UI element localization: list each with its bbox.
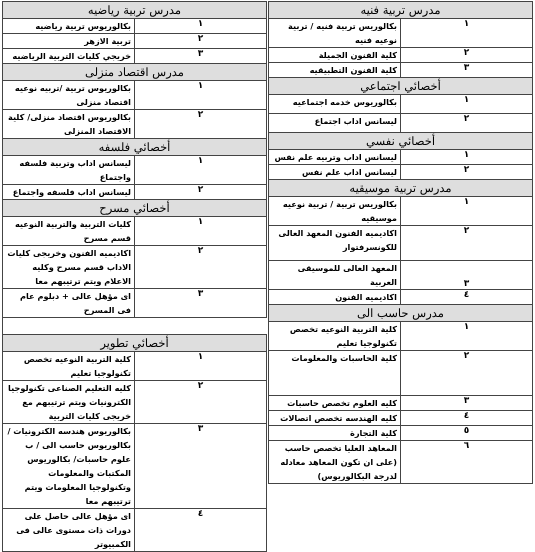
item-number: ١ <box>401 150 533 165</box>
item-text: كلية التربية النوعيه تخصص تكنولوجيا تعليم <box>3 352 135 381</box>
item-number: ٢ <box>135 246 267 289</box>
section-title: أخصائي نفسي <box>269 133 533 150</box>
item-number: ٣ <box>135 49 267 64</box>
item-number: ٣ <box>135 424 267 509</box>
item-number: ٢ <box>401 165 533 180</box>
item-text: بكالوريس تربية فنيه / تربية نوعيه فنيه <box>269 19 401 48</box>
item-text: كليات التربية والتربية النوعيه قسم مسرح <box>3 217 135 246</box>
item-text: بكالوريوس هندسه الكترونيات / بكالوريوس حاسب الى / ب علوم حاسبات/ بكالوريوس المكتبات والمعلومات وتكنولوجيا المعلومات ويتم ترتيبهم معا <box>3 424 135 509</box>
item-number: ٢ <box>401 351 533 396</box>
item-text: كلية الفنون التطبيقيه <box>269 63 401 78</box>
item-number: ١ <box>135 156 267 185</box>
qualifications-document <box>2 1 533 549</box>
item-number: ١ <box>135 352 267 381</box>
section-title: أخصائي فلسفه <box>3 139 267 156</box>
item-text: كلية الحاسبات والمعلومات <box>269 351 401 396</box>
item-text: بكالوريوس تربية /تربيه نوعيه اقتصاد منزلى <box>3 81 135 110</box>
item-number: ٤ <box>401 290 533 305</box>
right-table <box>268 1 533 484</box>
section-title: أخصائي مسرح <box>3 200 267 217</box>
item-number: ١ <box>401 95 533 114</box>
item-text: خريجي كليات التربية الرياضيه <box>3 49 135 64</box>
right-panel <box>268 1 533 481</box>
item-number: ٢ <box>135 110 267 139</box>
item-number: ٢ <box>401 226 533 261</box>
item-number: ١ <box>401 322 533 351</box>
item-number: ٢ <box>135 381 267 424</box>
item-text: بكالوريوس خدمه اجتماعيه <box>269 95 401 114</box>
item-number: ٢ <box>401 114 533 133</box>
item-text: اى مؤهل عالى حاصل على دورات ذات مستوى عالى فى الكمبيوتر <box>3 509 135 552</box>
item-text: تربية الازهر <box>3 34 135 49</box>
item-text: كلية الفنون الجميلة <box>269 48 401 63</box>
item-text: كليه التعليم الصناعى تكنولوجيا الكترونيات ويتم ترتيبهم مع خريجى كليات التربية <box>3 381 135 424</box>
item-text: المعهد العالى للموسيقى العربية <box>269 261 401 290</box>
section-title: أخصائي اجتماعي <box>269 78 533 95</box>
item-number: ٣ <box>401 63 533 78</box>
item-text: المعاهد العليا تخصص حاسب (على ان تكون المعاهد معادله لدرجة البكالوريوس) <box>269 441 401 484</box>
item-text: بكالوريس تربية / تربية نوعيه موسيقيه <box>269 197 401 226</box>
section-title: مدرس اقتصاد منزلى <box>3 64 267 81</box>
item-text: اكاديميه الفنون وخريجى كليات الاداب قسم مسرح وكليه الاعلام ويتم ترتيبهم معا <box>3 246 135 289</box>
item-number: ٥ <box>401 426 533 441</box>
item-number: ٣ <box>135 289 267 318</box>
item-number: ٤ <box>135 509 267 552</box>
item-number: ١ <box>135 81 267 110</box>
item-number: ١ <box>135 217 267 246</box>
item-text: ليسانس اداب وتربيه علم نفس <box>269 150 401 165</box>
item-text: ليسانس اداب علم نفس <box>269 165 401 180</box>
item-text: اكاديميه الفنون المعهد العالى للكونسرفتوار <box>269 226 401 261</box>
item-number: ٤ <box>401 411 533 426</box>
item-text: كلية التربية النوعيه تخصص تكنولوجيا تعليم <box>269 322 401 351</box>
left-panel <box>2 1 267 549</box>
item-text: ليسانس اداب فلسفه واجتماع <box>3 185 135 200</box>
item-text: بكالوريوس تربية رياضيه <box>3 19 135 34</box>
item-number: ١ <box>401 197 533 226</box>
item-text: كلية التجارة <box>269 426 401 441</box>
item-number: ٣ <box>401 261 533 290</box>
item-text: بكالوريوس اقتصاد منزلى/ كلية الاقتصاد المنزلى <box>3 110 135 139</box>
item-number: ٢ <box>401 48 533 63</box>
section-title: مدرس تربية فنيه <box>269 2 533 19</box>
item-text: ليسانس اداب وتربية فلسفه واجتماع <box>3 156 135 185</box>
item-text: ليسانس اداب اجتماع <box>269 114 401 133</box>
item-number: ٢ <box>135 185 267 200</box>
section-title: مدرس حاسب الى <box>269 305 533 322</box>
item-text: اكاديميه الفنون <box>269 290 401 305</box>
section-title: مدرس تربية موسيقيه <box>269 180 533 197</box>
left-table <box>2 1 267 552</box>
item-number: ٦ <box>401 441 533 484</box>
blank-row <box>3 318 267 335</box>
item-number: ٢ <box>135 34 267 49</box>
section-title: أخصائي تطوير <box>3 335 267 352</box>
item-number: ٣ <box>401 396 533 411</box>
item-text: كليه الهندسه تخصص اتصالات <box>269 411 401 426</box>
item-text: اى مؤهل عالى + دبلوم عام فى المسرح <box>3 289 135 318</box>
item-number: ١ <box>401 19 533 48</box>
item-number: ١ <box>135 19 267 34</box>
item-text: كليه العلوم تخصص حاسبات <box>269 396 401 411</box>
section-title: مدرس تربية رياضيه <box>3 2 267 19</box>
